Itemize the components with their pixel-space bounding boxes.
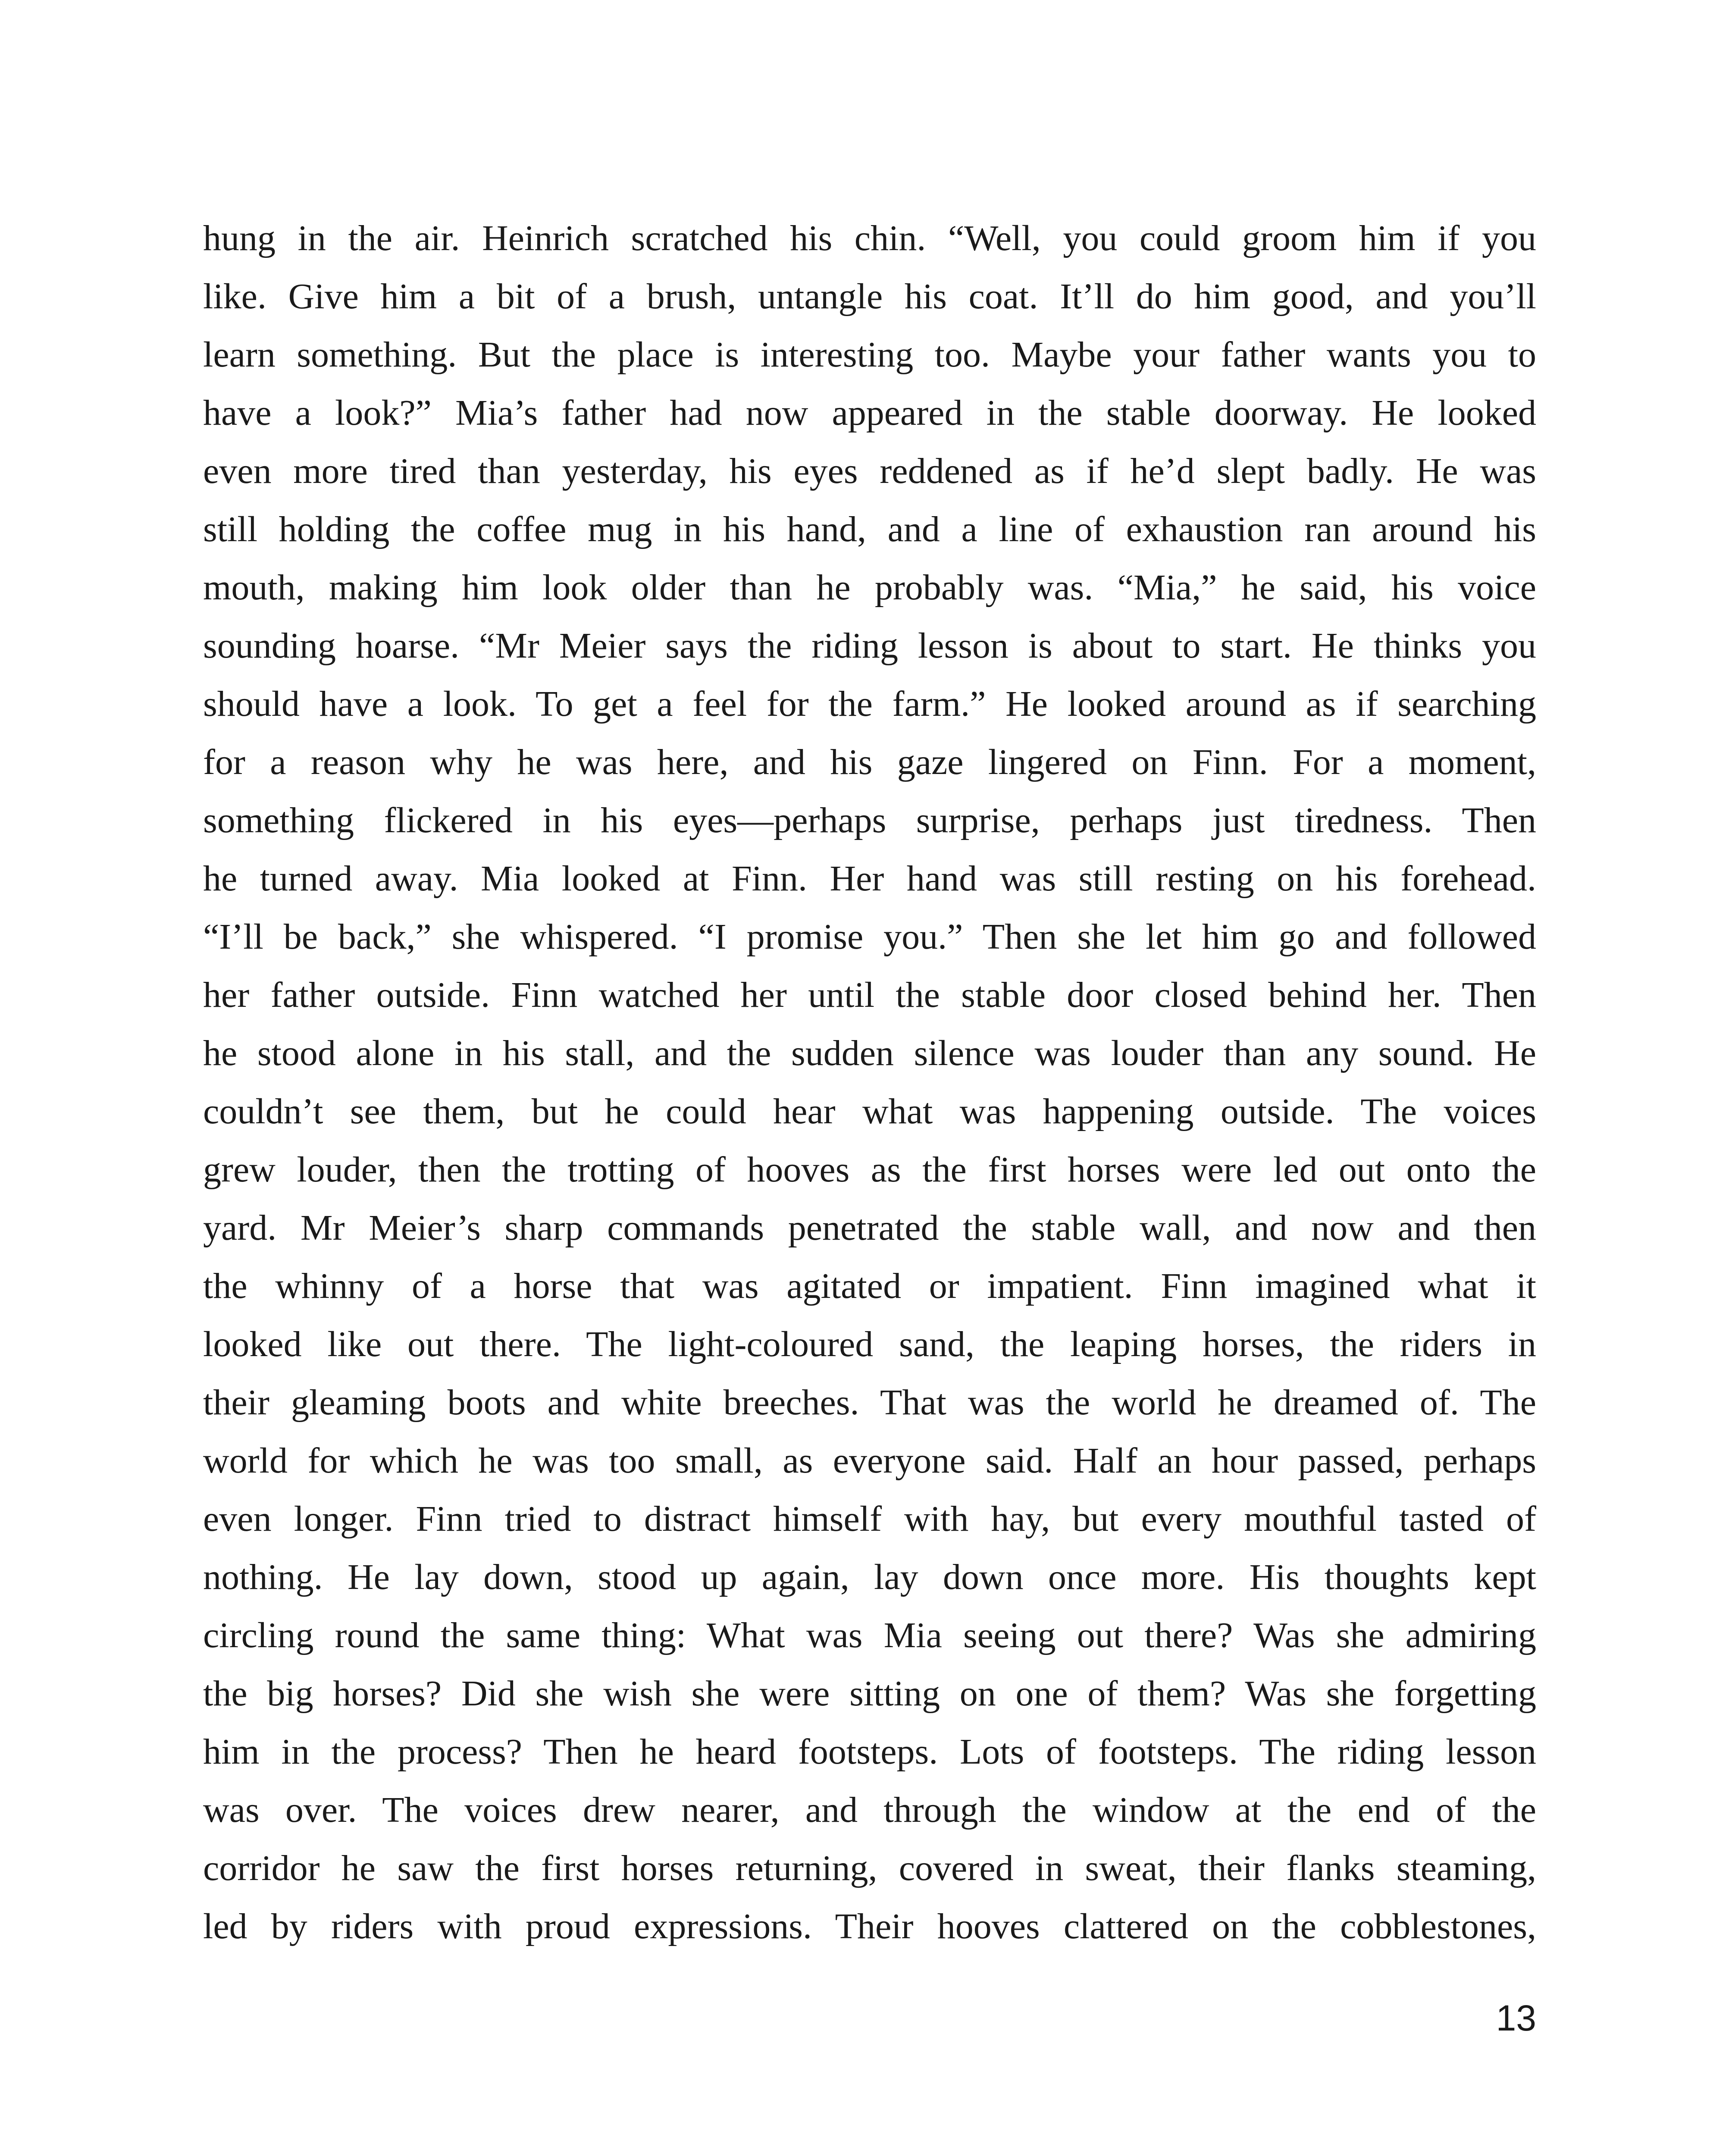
- text-line: still holding the coffee mug in his hand, and a line of exhaustion ran around his: [203, 509, 1536, 549]
- text-line: for a reason why he was here, and his gaze lingered on Finn. For a moment,: [203, 742, 1536, 782]
- text-line: led by riders with proud expressions. Their hooves clattered on the cobblestones,: [203, 1906, 1536, 1946]
- text-line: grew louder, then the trotting of hooves as the first horses were led out onto the: [203, 1150, 1536, 1190]
- text-line: him in the process? Then he heard footsteps. Lots of footsteps. The riding lesson: [203, 1732, 1536, 1772]
- text-line: hung in the air. Heinrich scratched his chin. “Well, you could groom him if you: [203, 218, 1536, 258]
- text-line: even more tired than yesterday, his eyes reddened as if he’d slept badly. He was: [203, 451, 1536, 491]
- text-line: have a look?” Mia’s father had now appeared in the stable doorway. He looked: [203, 393, 1536, 433]
- text-line: he stood alone in his stall, and the sudden silence was louder than any sound. He: [203, 1033, 1536, 1073]
- text-line: learn something. But the place is interesting too. Maybe your father wants you to: [203, 335, 1536, 375]
- body-text: [203, 209, 1536, 1955]
- text-line: was over. The voices drew nearer, and through the window at the end of the: [203, 1790, 1536, 1830]
- text-line: even longer. Finn tried to distract himself with hay, but every mouthful tasted of: [203, 1499, 1536, 1539]
- text-line: like. Give him a bit of a brush, untangle his coat. It’ll do him good, and you’ll: [203, 276, 1536, 317]
- text-line: mouth, making him look older than he probably was. “Mia,” he said, his voice: [203, 567, 1536, 608]
- text-line: should have a look. To get a feel for the farm.” He looked around as if searching: [203, 684, 1536, 724]
- text-line: the whinny of a horse that was agitated or impatient. Finn imagined what it: [203, 1266, 1536, 1306]
- text-line: the big horses? Did she wish she were sitting on one of them? Was she forgetting: [203, 1673, 1536, 1714]
- text-line: sounding hoarse. “Mr Meier says the riding lesson is about to start. He thinks you: [203, 626, 1536, 666]
- text-line: their gleaming boots and white breeches. That was the world he dreamed of. The: [203, 1382, 1536, 1423]
- text-line: “I’ll be back,” she whispered. “I promise you.” Then she let him go and followed: [203, 917, 1536, 957]
- text-line: he turned away. Mia looked at Finn. Her hand was still resting on his forehead.: [203, 859, 1536, 899]
- text-line: looked like out there. The light-coloured sand, the leaping horses, the riders in: [203, 1324, 1536, 1364]
- text-line: circling round the same thing: What was Mia seeing out there? Was she admiring: [203, 1615, 1536, 1655]
- text-line: couldn’t see them, but he could hear what was happening outside. The voices: [203, 1091, 1536, 1131]
- text-line: world for which he was too small, as everyone said. Half an hour passed, perhaps: [203, 1441, 1536, 1481]
- text-line: something flickered in his eyes—perhaps surprise, perhaps just tiredness. Then: [203, 800, 1536, 840]
- text-line: yard. Mr Meier’s sharp commands penetrated the stable wall, and now and then: [203, 1208, 1536, 1248]
- text-line: her father outside. Finn watched her until the stable door closed behind her. Then: [203, 975, 1536, 1015]
- text-line: nothing. He lay down, stood up again, lay down once more. His thoughts kept: [203, 1557, 1536, 1597]
- text-line: corridor he saw the first horses returning, covered in sweat, their flanks steaming,: [203, 1848, 1536, 1888]
- page-number: 13: [1496, 1998, 1536, 2038]
